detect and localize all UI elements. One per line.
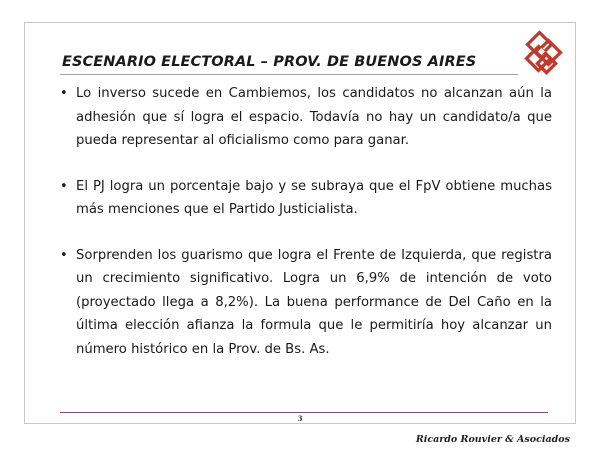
- bullet-text: El PJ logra un porcentaje bajo y se subraya que el FpV obtiene muchas más menciones que el Partido Justicialista.: [76, 178, 552, 217]
- bullet-item: [60, 82, 552, 153]
- footer-divider: [60, 412, 548, 413]
- interlocked-diamonds-logo-icon: [518, 30, 568, 80]
- bullet-item: [60, 175, 552, 222]
- page-number: 3: [297, 414, 303, 423]
- bullet-text: Lo inverso sucede en Cambiemos, los candidatos no alcanzan aún la adhesión que sí logra el espacio. Todavía no hay un candidato/a que pueda representar al oficialismo como para ganar.: [76, 86, 552, 148]
- page-title: ESCENARIO ELECTORAL – PROV. DE BUENOS AIRES: [62, 54, 477, 70]
- bullet-text: Sorprenden los guarismo que logra el Frente de Izquierda, que registra un crecimiento significativo. Logra un 6,9% de intención de voto (proyectado llega a 8,2%). La buena performance de Del Caño en la última elección afianza la formula que le permitiría hoy alcanzar un número histórico en la Prov. de Bs. As.: [76, 247, 552, 357]
- bullet-list: [60, 82, 552, 383]
- bullet-dot-icon: •: [60, 178, 68, 194]
- bullet-dot-icon: •: [60, 86, 68, 101]
- title-divider: [60, 74, 518, 75]
- bullet-item: [60, 244, 552, 362]
- bullet-dot-icon: •: [60, 247, 68, 263]
- author-credit: Ricardo Rouvier & Asociados: [415, 434, 570, 445]
